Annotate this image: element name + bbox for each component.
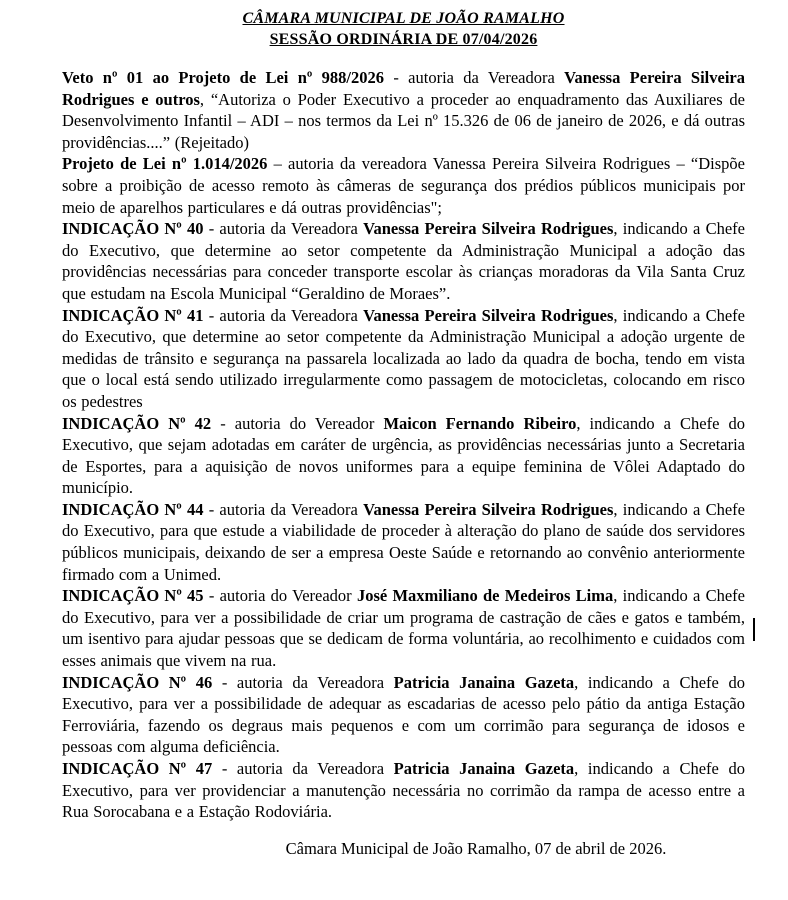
- body-text: , indicando a Chefe do Executivo, para que estude a viabilidade de proceder à alteração do plano de saúde dos servidores públicos municipais, deixando de ser a empresa Oeste Saúde e retornando ao convênio anteriormente firmado com a Unimed.: [62, 499, 745, 584]
- paragraph: [62, 67, 745, 153]
- body-text: - autoria do Vereador: [203, 586, 357, 606]
- bold-text: Vanessa Pereira Silveira Rodrigues: [363, 305, 614, 325]
- paragraph: [62, 499, 745, 585]
- bold-text: Projeto de Lei nº 1.014/2026: [62, 154, 268, 174]
- session-subtitle: SESSÃO ORDINÁRIA DE 07/04/2026: [269, 31, 538, 48]
- body-text: , indicando a Chefe do Executivo, que determine ao setor competente da Administração Municipal a adoção das providências necessárias para conceder transporte escolar às crianças moradoras da Vila Santa Cruz que estudam na Escola Municipal “Geraldino de Moraes”.: [62, 219, 745, 303]
- body-text: , “Autoriza o Poder Executivo a proceder ao enquadramento das Auxiliares de Desenvolvimento Infantil – ADI – nos termos da Lei nº 15.326 de 06 de janeiro de 2026, e dá outras providências....” (Rejeitado): [62, 89, 745, 152]
- body-text: , indicando a Chefe do Executivo, que determine ao setor competente da Administração Municipal a adoção urgente de medidas de trânsito e segurança na passarela localizada ao lado da quadra de bocha, tendo em vista que o local está sendo utilizado irregularmente como passagem de motocicletas, colocando em risco os pedestres: [62, 305, 745, 411]
- document-header: [62, 8, 745, 50]
- bold-text: Vanessa Pereira Silveira Rodrigues: [363, 499, 614, 519]
- bold-text: INDICAÇÃO Nº 40: [62, 219, 204, 239]
- paragraph: [62, 585, 745, 671]
- bold-text: José Maxmiliano de Medeiros Lima: [356, 586, 614, 606]
- bold-text: INDICAÇÃO Nº 41: [62, 305, 204, 325]
- bold-text: INDICAÇÃO Nº 44: [62, 499, 204, 519]
- body-text: , indicando a Chefe do Executivo, para ver a possibilidade de criar um programa de castração de cães e gatos e também, um isentivo para ajudar pessoas que se dedicam de forma voluntária, ao recolhimento e cuidados com esses animais que vivem na rua.: [62, 586, 745, 671]
- bold-text: INDICAÇÃO Nº 47: [62, 759, 213, 778]
- bold-text: Patricia Janaina Gazeta: [393, 759, 575, 778]
- body-text: - autoria da Vereadora: [203, 219, 364, 239]
- bold-text: INDICAÇÃO Nº 42: [62, 413, 212, 433]
- bold-text: INDICAÇÃO Nº 45: [62, 586, 204, 606]
- body-text: - autoria da Vereadora: [212, 759, 394, 778]
- paragraph: [62, 413, 745, 499]
- bold-text: INDICAÇÃO Nº 46: [62, 672, 213, 692]
- document-body: [62, 67, 745, 823]
- body-text: - autoria da Vereadora: [212, 672, 394, 692]
- paragraph: [62, 672, 745, 758]
- document-title: CÂMARA MUNICIPAL DE JOÃO RAMALHO: [242, 10, 565, 27]
- body-text: , indicando a Chefe do Executivo, que sejam adotadas em caráter de urgência, as providências necessárias junto a Secretaria de Esportes, para a aquisição de novos uniformes para a equipe feminina de Vôlei Adaptado do município.: [62, 413, 745, 498]
- bold-text: Veto nº 01 ao Projeto de Lei nº 988/2026: [62, 68, 385, 87]
- document-footer-dateline: Câmara Municipal de João Ramalho, 07 de abril de 2026.: [285, 838, 667, 858]
- body-text: - autoria da Vereadora: [203, 499, 364, 519]
- body-text: - autoria do Vereador: [211, 413, 384, 433]
- paragraph: [62, 153, 745, 218]
- bold-text: Vanessa Pereira Silveira Rodrigues e outros: [62, 68, 745, 109]
- paragraph: [62, 218, 745, 304]
- paragraph: [62, 305, 745, 413]
- body-text: , indicando a Chefe do Executivo, para ver providenciar a manutenção necessária no corrimão da rampa de acesso entre a Rua Sorocabana e a Estação Rodoviária.: [62, 759, 745, 822]
- bold-text: Patricia Janaina Gazeta: [393, 672, 575, 692]
- body-text: , indicando a Chefe do Executivo, para ver a possibilidade de adequar as escadarias de acesso pelo pátio da antiga Estação Ferroviária, fazendo os degraus mais pequenos e com um corrimão para segurança de idosos e pessoas com alguma deficiência.: [62, 672, 745, 757]
- body-text: - autoria da Vereadora: [203, 305, 364, 325]
- text-cursor: [753, 618, 755, 641]
- bold-text: Maicon Fernando Ribeiro: [383, 413, 577, 433]
- paragraph: [62, 758, 745, 823]
- body-text: – autoria da vereadora Vanessa Pereira Silveira Rodrigues – “Dispõe sobre a proibição de acesso remoto às câmeras de segurança dos prédios públicos municipais por meio de aparelhos particulares e dá outras providências";: [62, 154, 745, 217]
- body-text: - autoria da Vereadora: [384, 68, 565, 87]
- bold-text: Vanessa Pereira Silveira Rodrigues: [363, 219, 614, 239]
